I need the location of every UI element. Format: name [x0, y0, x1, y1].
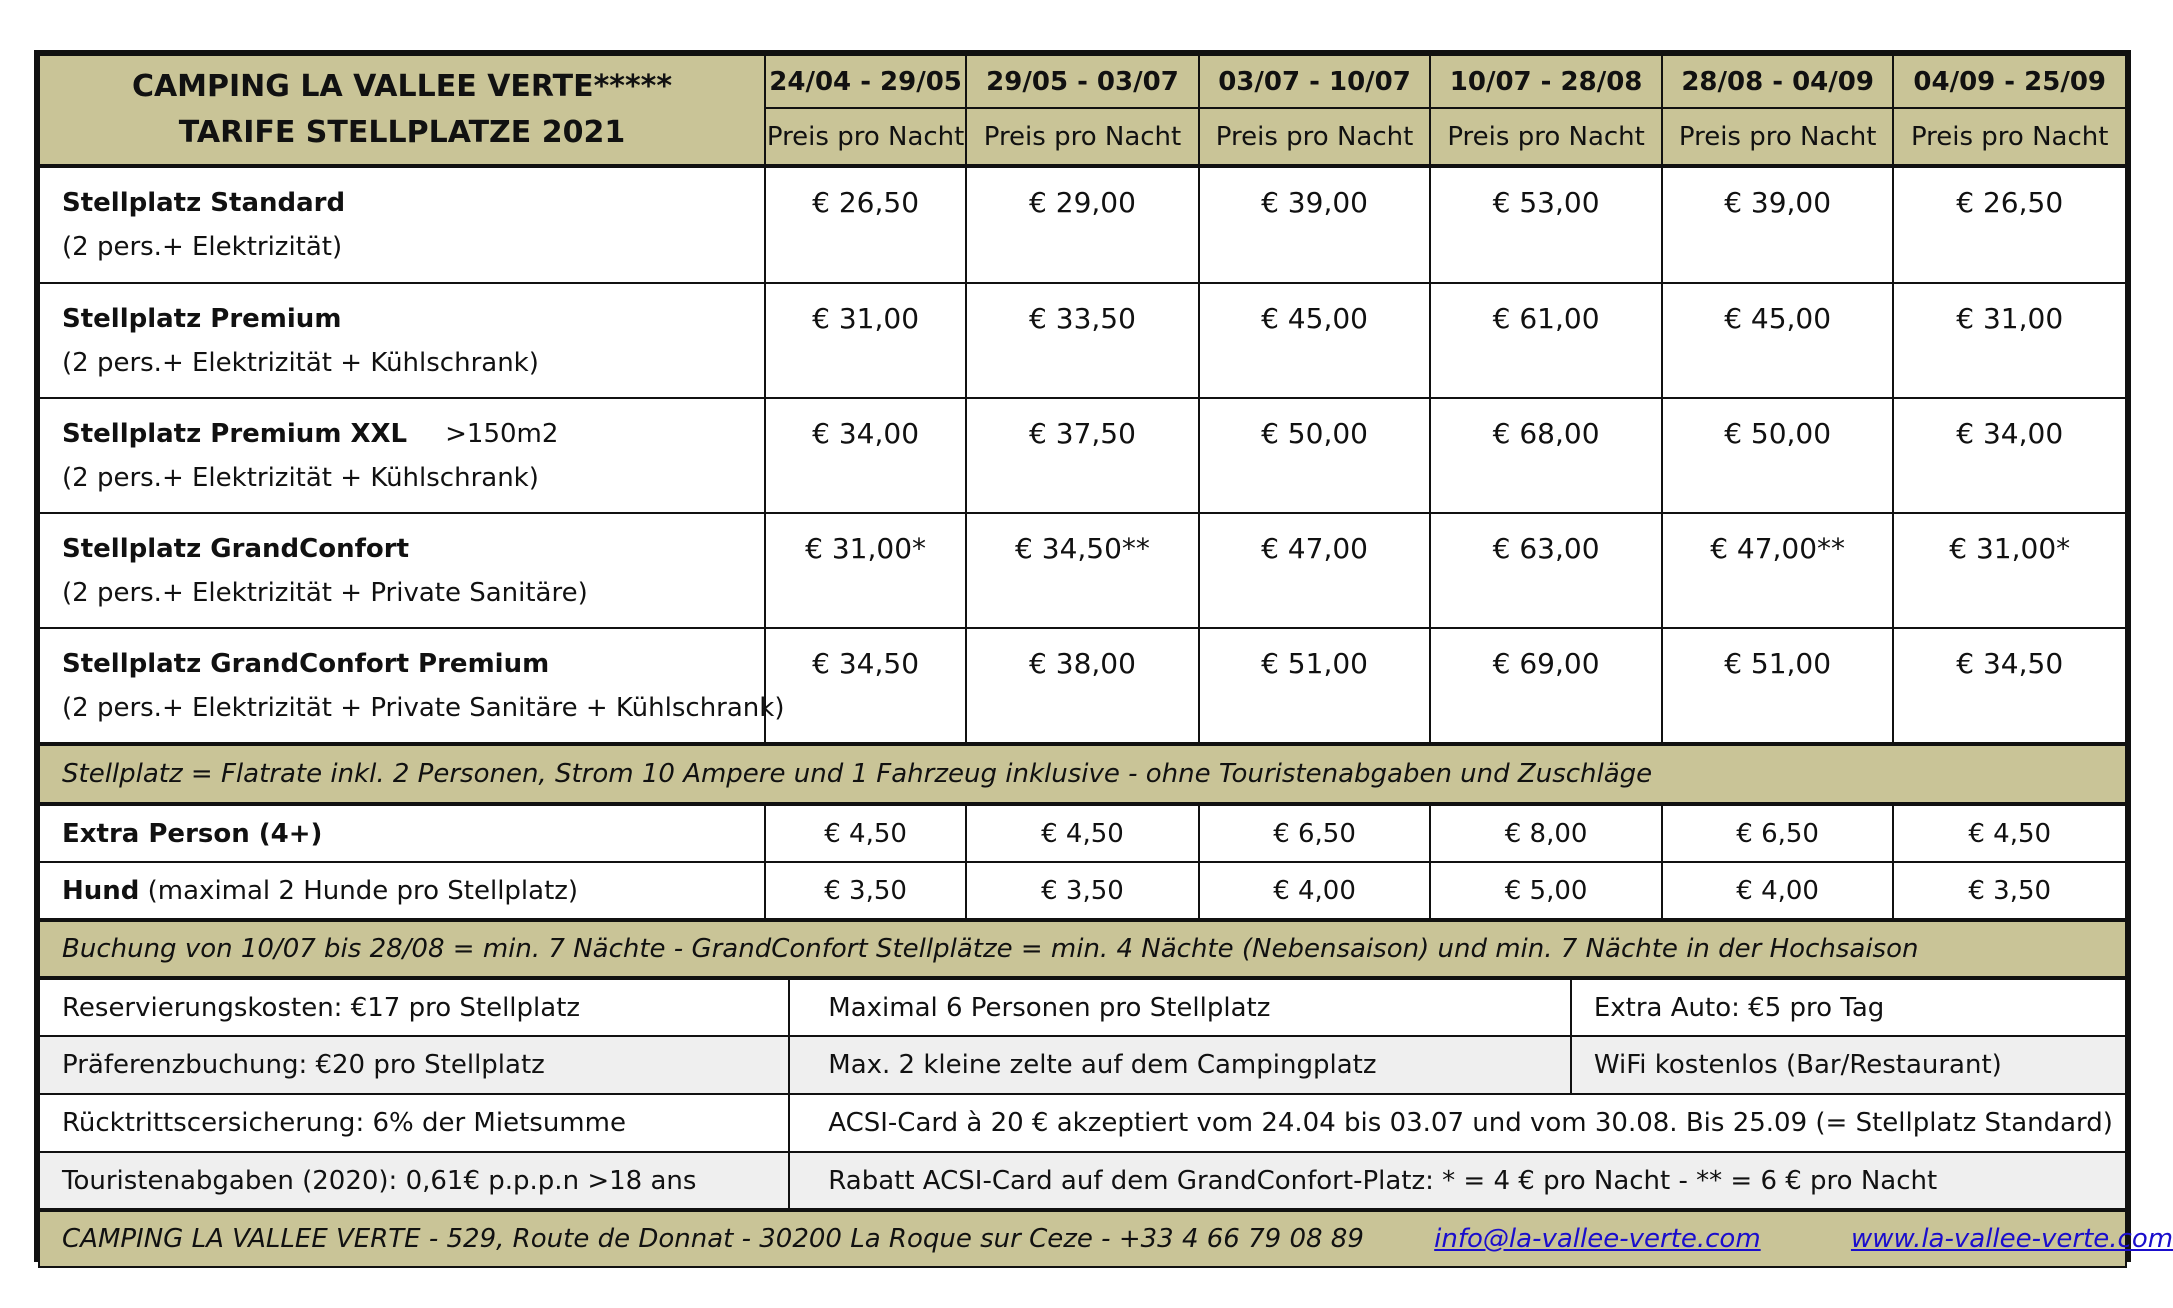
info-row [39, 1036, 2126, 1094]
price-cell: € 3,50 [765, 862, 966, 920]
header-title: CAMPING LA VALLEE VERTE***** [131, 69, 673, 104]
pitch-name: Stellplatz GrandConfort [62, 533, 410, 564]
price-cell: € 45,00 [1199, 283, 1431, 398]
price-cell: € 47,00 [1199, 513, 1431, 628]
price-cell: € 53,00 [1430, 166, 1662, 283]
footer-address: CAMPING LA VALLEE VERTE - 529, Route de Donnat - 30200 La Roque sur Ceze - +33 4 66 79 08 89 [62, 1224, 1364, 1254]
price-cell: € 8,00 [1430, 804, 1662, 862]
info-row [39, 1152, 2126, 1210]
price-cell: € 51,00 [1662, 628, 1894, 744]
price-cell: € 26,50 [1893, 166, 2126, 283]
booking-note: Buchung von 10/07 bis 28/08 = min. 7 Nächte - GrandConfort Stellplätze = min. 4 Nächte (Nebensaison) und min. 7 Nächte in der Hochsaison [39, 920, 2126, 978]
price-cell: € 39,00 [1199, 166, 1431, 283]
email-link[interactable]: info@la-vallee-verte.com [1434, 1224, 1761, 1254]
period-header: 29/05 - 03/07 [966, 55, 1199, 108]
price-cell: € 31,00 [1893, 283, 2126, 398]
price-cell: € 4,00 [1199, 862, 1431, 920]
pitch-row-premium [39, 283, 2126, 398]
info-cell: Rücktrittscersicherung: 6% der Mietsumme [39, 1094, 789, 1152]
footer-cell [39, 1210, 2173, 1267]
period-header: 10/07 - 28/08 [1430, 55, 1662, 108]
price-cell: € 34,50** [966, 513, 1199, 628]
pitch-description: (2 pers.+ Elektrizität + Private Sanitäre) [62, 577, 588, 608]
price-cell: € 68,00 [1430, 398, 1662, 513]
price-unit-label: Preis pro Nacht [765, 108, 966, 166]
info-cell: Extra Auto: €5 pro Tag [1571, 978, 2126, 1036]
price-cell: € 4,50 [1893, 804, 2126, 862]
price-cell: € 26,50 [765, 166, 966, 283]
pitch-row-grandconfort-premium [39, 628, 2126, 744]
price-cell: € 34,50 [765, 628, 966, 744]
price-cell: € 4,00 [1662, 862, 1894, 920]
price-cell: € 31,00* [1893, 513, 2126, 628]
pitch-row-standard [39, 166, 2126, 283]
price-unit-label: Preis pro Nacht [1199, 108, 1431, 166]
price-cell: € 31,00 [765, 283, 966, 398]
price-cell: € 37,50 [966, 398, 1199, 513]
price-cell: € 33,50 [966, 283, 1199, 398]
info-cell: Maximal 6 Personen pro Stellplatz [789, 978, 1571, 1036]
info-cell: Reservierungskosten: €17 pro Stellplatz [39, 978, 789, 1036]
pitch-name-cell [39, 628, 785, 744]
info-cell: Präferenzbuchung: €20 pro Stellplatz [39, 1036, 789, 1094]
pitch-description: (2 pers.+ Elektrizität) [62, 232, 343, 262]
header-subtitle: TARIFE STELLPLATZE 2021 [178, 115, 626, 150]
price-cell: € 50,00 [1199, 398, 1431, 513]
header-row-periods [39, 55, 2126, 108]
pitch-name: Stellplatz Standard [62, 188, 346, 218]
extra-name: Hund [62, 875, 140, 906]
pitch-name-cell [39, 398, 765, 513]
price-cell: € 31,00* [765, 513, 966, 628]
price-cell: € 3,50 [1893, 862, 2126, 920]
booking-note-row [39, 920, 2126, 978]
extra-name: Extra Person (4+) [62, 818, 323, 849]
pitch-description: (2 pers.+ Elektrizität + Kühlschrank) [62, 347, 539, 378]
pitch-description: (2 pers.+ Elektrizität + Private Sanitäre + Kühlschrank) [62, 692, 785, 723]
price-cell: € 61,00 [1430, 283, 1662, 398]
pitch-description: (2 pers.+ Elektrizität + Kühlschrank) [62, 462, 539, 493]
period-header: 24/04 - 29/05 [765, 55, 966, 108]
price-cell: € 4,50 [765, 804, 966, 862]
pitch-name: Stellplatz Premium [62, 303, 342, 334]
price-cell: € 3,50 [966, 862, 1199, 920]
period-header: 03/07 - 10/07 [1199, 55, 1431, 108]
price-cell: € 34,00 [765, 398, 966, 513]
info-cell: ACSI-Card à 20 € akzeptiert vom 24.04 bis 03.07 und vom 30.08. Bis 25.09 (= Stellplatz Standard) [789, 1094, 2126, 1152]
period-header: 28/08 - 04/09 [1662, 55, 1894, 108]
price-cell: € 47,00** [1662, 513, 1894, 628]
price-cell: € 6,50 [1662, 804, 1894, 862]
price-cell: € 5,00 [1430, 862, 1662, 920]
price-cell: € 38,00 [966, 628, 1199, 744]
pitch-size-note: >150m2 [445, 418, 559, 449]
info-cell: Touristenabgaben (2020): 0,61€ p.p.p.n >18 ans [39, 1152, 789, 1210]
price-cell: € 4,50 [966, 804, 1199, 862]
pitch-name: Stellplatz GrandConfort Premium [62, 648, 550, 679]
tariff-sheet [34, 50, 2173, 1262]
extra-name-cell [39, 804, 765, 862]
price-cell: € 45,00 [1662, 283, 1894, 398]
pitch-name-cell [39, 513, 765, 628]
info-cell: Rabatt ACSI-Card auf dem GrandConfort-Platz: * = 4 € pro Nacht - ** = 6 € pro Nacht [789, 1152, 2126, 1210]
extra-person-row [39, 804, 2126, 862]
price-unit-label: Preis pro Nacht [966, 108, 1199, 166]
extra-name-cell [39, 862, 765, 920]
footer-row [39, 1210, 2126, 1267]
price-cell: € 50,00 [1662, 398, 1894, 513]
pitch-name-cell [39, 166, 765, 283]
info-cell: WiFi kostenlos (Bar/Restaurant) [1571, 1036, 2126, 1094]
info-row [39, 978, 2126, 1036]
price-cell: € 34,00 [1893, 398, 2126, 513]
header-title-cell [39, 55, 765, 166]
extra-detail: (maximal 2 Hunde pro Stellplatz) [147, 875, 579, 906]
price-cell: € 29,00 [966, 166, 1199, 283]
website-link[interactable]: www.la-vallee-verte.com [1850, 1224, 2173, 1254]
price-cell: € 34,50 [1893, 628, 2126, 744]
price-cell: € 63,00 [1430, 513, 1662, 628]
dog-row [39, 862, 2126, 920]
pitch-row-grandconfort [39, 513, 2126, 628]
period-header: 04/09 - 25/09 [1893, 55, 2126, 108]
info-row [39, 1094, 2126, 1152]
pitch-row-premium-xxl [39, 398, 2126, 513]
flatrate-note-row [39, 744, 2126, 804]
price-cell: € 39,00 [1662, 166, 1894, 283]
tariff-table [38, 54, 2173, 1268]
price-unit-label: Preis pro Nacht [1893, 108, 2126, 166]
pitch-name: Stellplatz Premium XXL [62, 418, 408, 449]
price-unit-label: Preis pro Nacht [1662, 108, 1894, 166]
pitch-name-cell [39, 283, 765, 398]
info-cell: Max. 2 kleine zelte auf dem Campingplatz [789, 1036, 1571, 1094]
price-cell: € 6,50 [1199, 804, 1431, 862]
price-unit-label: Preis pro Nacht [1430, 108, 1662, 166]
flatrate-note: Stellplatz = Flatrate inkl. 2 Personen, Strom 10 Ampere und 1 Fahrzeug inklusive - ohne Touristenabgaben und Zuschläge [39, 744, 2126, 804]
price-cell: € 69,00 [1430, 628, 1662, 744]
price-cell: € 51,00 [1199, 628, 1431, 744]
